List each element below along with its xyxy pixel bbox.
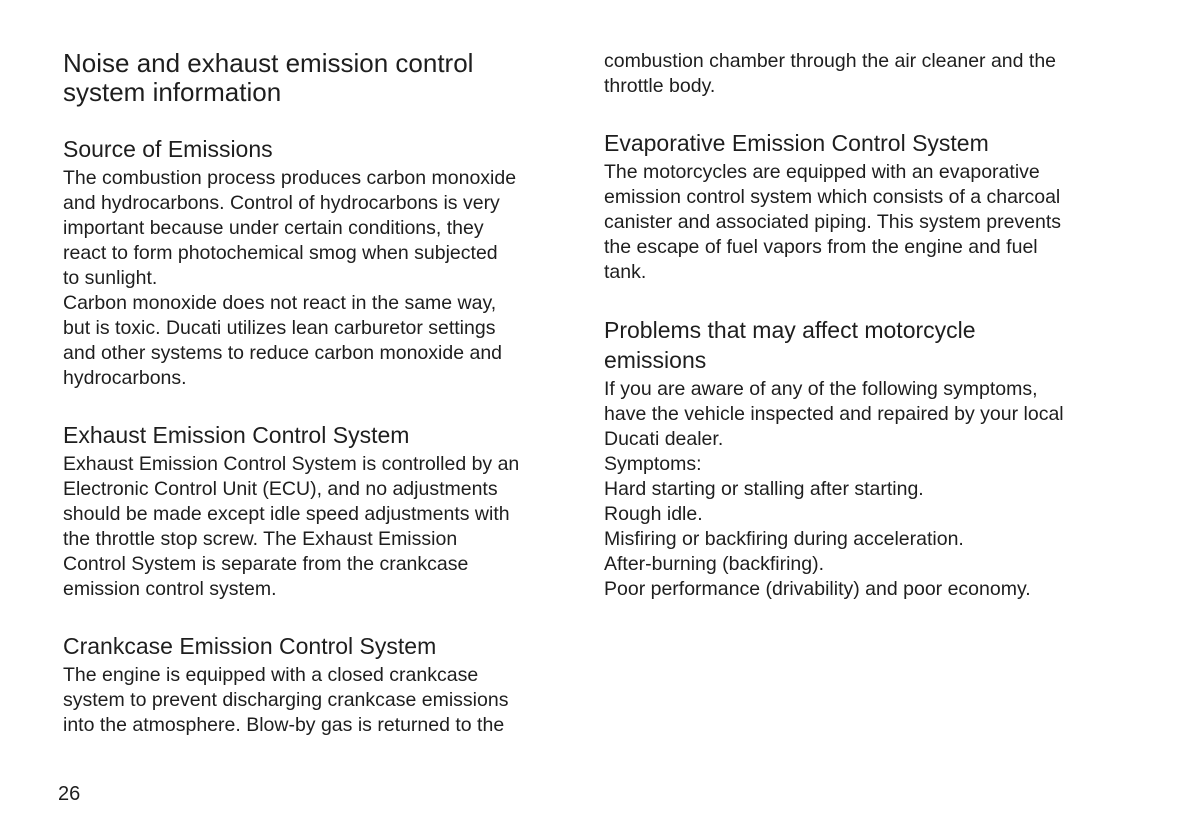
page-title: Noise and exhaust emission control system information — [63, 48, 474, 107]
paragraph-problems-symptoms: If you are aware of any of the following symptoms, have the vehicle inspected and repaired by your local Ducati dealer. Symptoms: Hard starting or stalling after starting. Rough idle. Misfiring or backfiring during acceleration. After-burning (backfiring). Poor performance (drivability) and poor economy. — [604, 378, 1064, 600]
heading-source-of-emissions: Source of Emissions — [63, 136, 273, 162]
paragraph-crankcase-emission: The engine is equipped with a closed crankcase system to prevent discharging crankcase emissions into the atmosphere. Blow-by gas is returned to the — [63, 664, 509, 736]
paragraph-exhaust-emission: Exhaust Emission Control System is controlled by an Electronic Control Unit (ECU), and no adjustments should be made except idle speed adjustments with the throttle stop screw. The Exhaust Emission Control System is separate from the crankcase emission control system. — [63, 453, 520, 600]
heading-crankcase-emission: Crankcase Emission Control System — [63, 633, 437, 659]
heading-problems-emissions: Problems that may affect motorcycle emissions — [604, 317, 976, 373]
page-number: 26 — [58, 783, 81, 805]
heading-evaporative-emission: Evaporative Emission Control System — [604, 130, 989, 156]
paragraph-source-of-emissions: The combustion process produces carbon monoxide and hydrocarbons. Control of hydrocarbons is very important because under certain conditions, they react to form photochemical smog when subjected to sunlight. Carbon monoxide does not react in the same way, but is toxic. Ducati utilizes lean carburetor settings and other systems to reduce carbon monoxide and hydrocarbons. — [63, 167, 517, 389]
heading-exhaust-emission: Exhaust Emission Control System — [63, 422, 410, 448]
paragraph-evaporative-emission: The motorcycles are equipped with an evaporative emission control system which consists of a charcoal canister and associated piping. This system prevents the escape of fuel vapors from the engine and fuel tank. — [604, 161, 1062, 283]
paragraph-crankcase-continuation: combustion chamber through the air cleaner and the throttle body. — [604, 50, 1057, 97]
